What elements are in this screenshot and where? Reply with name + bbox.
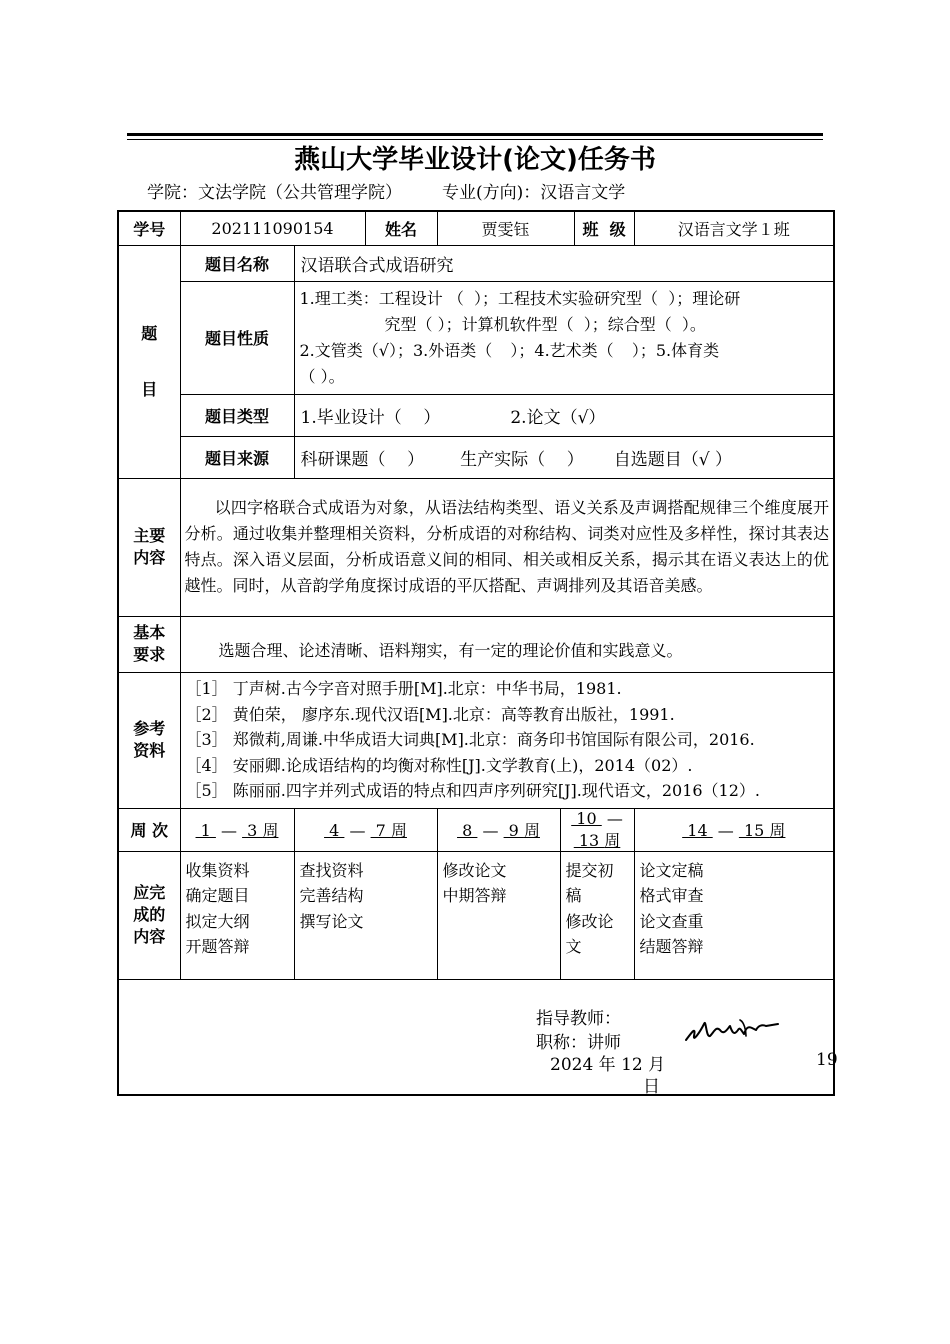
tasks-week-5 xyxy=(634,851,834,979)
week-to: 3 xyxy=(242,821,263,840)
topic-name-label: 题目名称 xyxy=(180,245,294,281)
requirements-text: 选题合理、论述清晰、语料翔实，有一定的理论价值和实践意义。 xyxy=(180,616,834,672)
signature-date: 2024 年 12 月 xyxy=(550,1054,666,1075)
main-content-label-1: 主要 xyxy=(133,526,166,545)
week-from: 1 xyxy=(195,821,216,840)
task-item: 收集资料 xyxy=(185,860,250,880)
topic-section-char2: 目 xyxy=(141,379,158,399)
references-label xyxy=(118,672,180,808)
signature-day: 19 xyxy=(816,1049,838,1070)
task-item: 格式审查 xyxy=(639,886,704,905)
topic-section-label xyxy=(118,245,180,478)
tasks-label-2: 成的 xyxy=(133,905,166,924)
task-item: 论文查重 xyxy=(639,911,704,931)
tasks-label-3: 内容 xyxy=(133,927,166,946)
requirements-label xyxy=(118,616,180,672)
tasks-week-4 xyxy=(560,851,634,979)
week-dash: — xyxy=(482,821,499,840)
requirements-label-1: 基本 xyxy=(133,623,166,642)
week-to: 9 xyxy=(503,821,524,840)
week-dash: — xyxy=(349,821,366,840)
schedule-weeks-row xyxy=(118,808,834,851)
student-id-label: 学号 xyxy=(118,211,180,245)
task-item: 开题答辩 xyxy=(185,937,250,956)
reference-item: ［5］ 陈丽丽.四字并列式成语的特点和四声序列研究[J].现代语文，2016（12）. xyxy=(185,781,761,801)
signature-day-suffix: 日 xyxy=(643,1076,660,1097)
task-item: 修改论文 xyxy=(565,911,614,956)
handwritten-signature xyxy=(682,1002,782,1052)
references-row xyxy=(118,672,834,808)
week-unit: 周 xyxy=(390,821,407,840)
reference-item: ［4］ 安丽卿.论成语结构的均衡对称性[J].文学教育(上)，2014（02）. xyxy=(185,755,693,775)
requirements-row xyxy=(118,616,834,672)
week-unit: 周 xyxy=(604,830,621,850)
topic-source-row xyxy=(118,436,834,478)
student-id-value: 202111090154 xyxy=(180,211,365,245)
topic-nature-value xyxy=(294,281,834,394)
week-from: 4 xyxy=(324,821,345,840)
student-name-value: 贾雯钰 xyxy=(437,211,574,245)
topic-nature-label: 题目性质 xyxy=(180,281,294,394)
week-range-3 xyxy=(437,808,560,851)
week-to: 13 xyxy=(573,830,605,850)
week-range-1 xyxy=(180,808,294,851)
task-table xyxy=(117,210,838,1097)
student-name-label: 姓名 xyxy=(365,211,437,245)
main-content-label xyxy=(118,478,180,616)
topic-source-option-research: 科研课题（ ） xyxy=(300,449,425,470)
reference-item: ［2］ 黄伯荣， 廖序东.现代汉语[M].北京：高等教育出版社，1991. xyxy=(185,704,675,724)
tasks-label xyxy=(118,851,180,979)
main-content-text-cell xyxy=(180,478,834,616)
schedule-tasks-row xyxy=(118,851,834,979)
topic-source-value xyxy=(294,436,834,478)
reference-item: ［1］ 丁声树.古今字音对照手册[M].北京：中华书局，1981. xyxy=(185,679,622,699)
task-item: 确定题目 xyxy=(185,886,250,905)
schedule-label: 周 次 xyxy=(118,808,180,851)
task-item: 修改论文 xyxy=(442,860,507,880)
topic-name-value: 汉语联合式成语研究 xyxy=(294,245,834,281)
week-dash: — xyxy=(606,808,623,828)
reference-item: ［3］ 郑微莉,周谦.中华成语大词典[M].北京：商务印书馆国际有限公司，2016. xyxy=(185,730,755,750)
topic-nature-line4: （ ）。 xyxy=(299,366,345,386)
main-content-row xyxy=(118,478,834,616)
class-value: 汉语言文学１班 xyxy=(634,211,834,245)
task-item: 完善结构 xyxy=(299,886,364,905)
week-dash: — xyxy=(717,821,734,840)
week-from: 10 xyxy=(571,808,602,828)
document-title: 燕山大学毕业设计(论文)任务书 xyxy=(294,145,656,175)
student-info-row xyxy=(118,211,834,245)
week-dash: — xyxy=(220,821,237,840)
task-item: 中期答辩 xyxy=(442,886,507,905)
topic-type-option-thesis: 2.论文（√） xyxy=(510,407,606,428)
topic-type-value xyxy=(294,394,834,436)
signature-row xyxy=(118,979,834,1095)
major-text: 专业(方向)：汉语言文学 xyxy=(442,183,626,203)
tasks-week-3 xyxy=(437,851,560,979)
class-label: 班 级 xyxy=(574,211,634,245)
topic-source-option-practice: 生产实际（ ） xyxy=(460,449,584,470)
college-major-line xyxy=(147,181,625,205)
task-item: 提交初稿 xyxy=(565,860,614,905)
advisor-title: 职称：讲师 xyxy=(536,1032,621,1053)
task-item: 拟定大纲 xyxy=(185,911,250,931)
week-range-2 xyxy=(294,808,437,851)
topic-type-label: 题目类型 xyxy=(180,394,294,436)
task-item: 查找资料 xyxy=(299,860,364,880)
topic-nature-line3: 2.文管类（√）；3.外语类（ ）；4.艺术类（ ）；5.体育类 xyxy=(299,340,720,360)
main-content-label-2: 内容 xyxy=(133,548,166,567)
tasks-week-2 xyxy=(294,851,437,979)
week-to: 7 xyxy=(370,821,391,840)
topic-type-row xyxy=(118,394,834,436)
advisor-label: 指导教师： xyxy=(536,1008,621,1029)
header-rule-thick xyxy=(127,133,823,136)
week-unit: 周 xyxy=(523,821,540,840)
topic-nature-line2: 究型（ ）；计算机软件型（ ）；综合型（ ）。 xyxy=(384,314,706,334)
week-range-4 xyxy=(560,808,634,851)
week-from: 14 xyxy=(682,821,713,840)
task-item: 论文定稿 xyxy=(639,860,704,880)
week-range-5 xyxy=(634,808,834,851)
tasks-week-1 xyxy=(180,851,294,979)
topic-nature-line1: 1.理工类：工程设计 （ ）；工程技术实验研究型（ ）；理论研 xyxy=(299,288,741,308)
topic-section-char1: 题 xyxy=(141,323,158,343)
task-item: 撰写论文 xyxy=(299,911,364,931)
tasks-label-1: 应完 xyxy=(133,883,166,902)
week-to: 15 xyxy=(738,821,770,840)
topic-name-row xyxy=(118,245,834,281)
signature-block xyxy=(118,979,838,1097)
week-from: 8 xyxy=(457,821,478,840)
task-item: 结题答辩 xyxy=(639,937,704,956)
references-label-1: 参考 xyxy=(133,719,166,738)
week-unit: 周 xyxy=(769,821,786,840)
week-unit: 周 xyxy=(262,821,279,840)
college-text: 学院：文法学院（公共管理学院） xyxy=(147,183,402,203)
references-label-2: 资料 xyxy=(133,741,166,760)
topic-source-label: 题目来源 xyxy=(180,436,294,478)
requirements-label-2: 要求 xyxy=(133,645,166,664)
topic-type-option-design: 1.毕业设计（ ） xyxy=(300,407,441,428)
main-content-text: 以四字格联合式成语为对象，从语法结构类型、语义关系及声调搭配规律三个维度展开分析。通过收集并整理相关资料，分析成语的对称结构、词类对应性及多样性，探讨其表达特点。深入语义层面，分析成语意义间的相同、相关或相反关系，揭示其在语义表达上的优越性。同时，从音韵学角度探讨成语的平仄搭配、声调排列及其语音美感。 xyxy=(184,498,830,595)
references-list xyxy=(180,672,834,808)
topic-nature-row xyxy=(118,281,834,394)
topic-source-option-self: 自选题目（√ ） xyxy=(613,449,732,470)
